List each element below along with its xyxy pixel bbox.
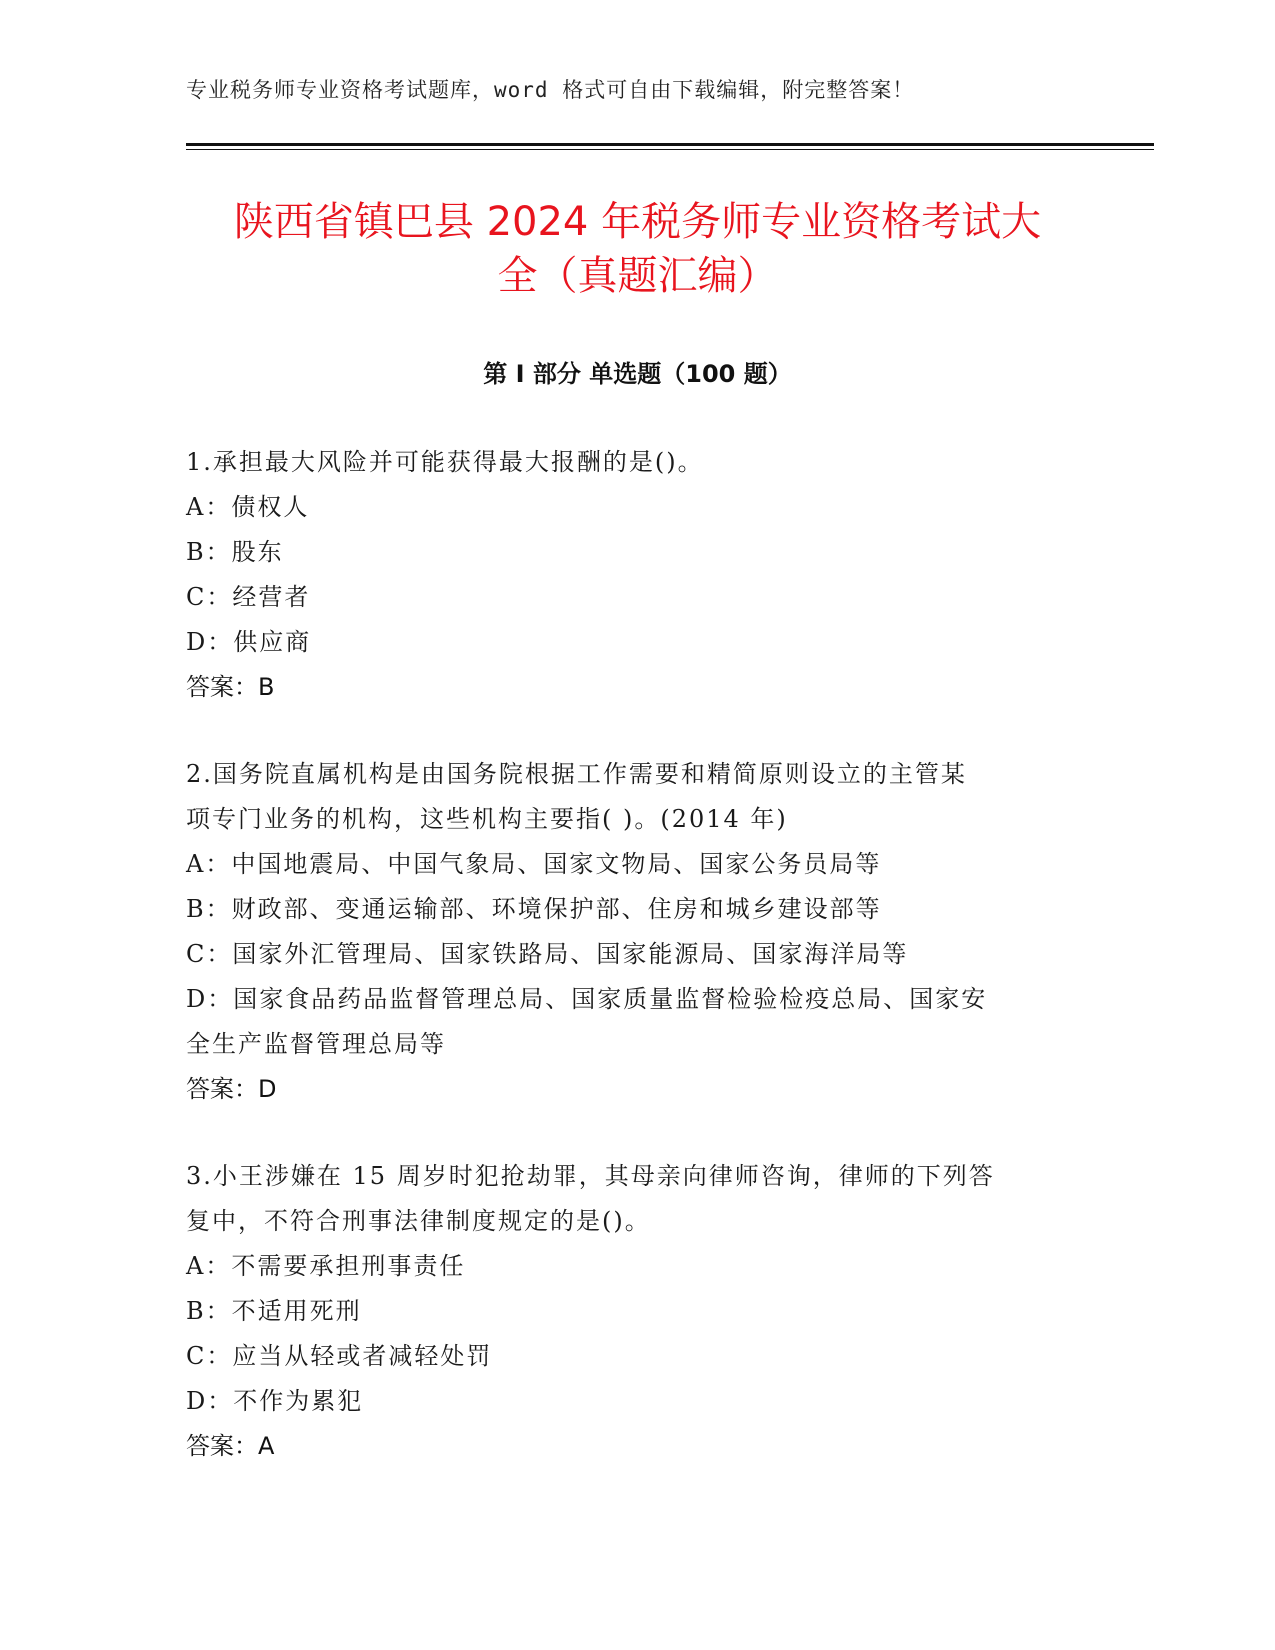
question-2 [186,752,1086,1112]
header-rule-thick [186,143,1154,146]
question-3-stem-line-2: 复中，不符合刑事法律制度规定的是()。 [186,1207,651,1235]
question-2-option-b: B：财政部、变通运输部、环境保护部、住房和城乡建设部等 [186,895,882,923]
title-line-2: 全（真题汇编） [497,253,778,299]
header-note: 专业税务师专业资格考试题库，word 格式可自由下载编辑，附完整答案！ [186,78,915,102]
question-2-option-a: A：中国地震局、中国气象局、国家文物局、国家公务员局等 [186,850,882,878]
question-3-option-b: B：不适用死刑 [186,1297,362,1325]
question-3-option-c: C：应当从轻或者减轻处罚 [186,1342,493,1370]
question-3 [186,1154,1086,1469]
question-1-option-d: D：供应商 [186,628,312,656]
header-rule-thin [186,149,1154,150]
section-heading: 第 I 部分 单选题（100 题） [483,360,792,388]
question-3-option-a: A：不需要承担刑事责任 [186,1252,466,1280]
question-1-answer: 答案：B [186,673,275,701]
question-2-stem-line-2: 项专门业务的机构，这些机构主要指( )。(2014 年) [186,805,788,833]
question-1-option-a: A：债权人 [186,493,310,521]
question-2-stem-line-1: 2.国务院直属机构是由国务院根据工作需要和精简原则设立的主管某 [186,760,967,788]
question-3-stem-line-1: 3.小王涉嫌在 15 周岁时犯抢劫罪，其母亲向律师咨询，律师的下列答 [186,1162,995,1190]
question-3-option-d: D：不作为累犯 [186,1387,364,1415]
question-3-answer: 答案：A [186,1432,275,1460]
question-1-stem: 1.承担最大风险并可能获得最大报酬的是()。 [186,448,704,476]
question-1-option-c: C：经营者 [186,583,311,611]
title-line-1: 陕西省镇巴县 2024 年税务师专业资格考试大 [233,199,1042,245]
question-1-option-b: B：股东 [186,538,284,566]
document-title [150,195,1125,303]
question-2-option-d-line-2: 全生产监督管理总局等 [186,1030,446,1058]
question-2-answer: 答案：D [186,1075,277,1103]
question-2-option-d-line-1: D：国家食品药品监督管理总局、国家质量监督检验检疫总局、国家安 [186,985,988,1013]
question-2-option-c: C：国家外汇管理局、国家铁路局、国家能源局、国家海洋局等 [186,940,909,968]
question-1 [186,440,1086,710]
question-list [186,440,1086,1511]
